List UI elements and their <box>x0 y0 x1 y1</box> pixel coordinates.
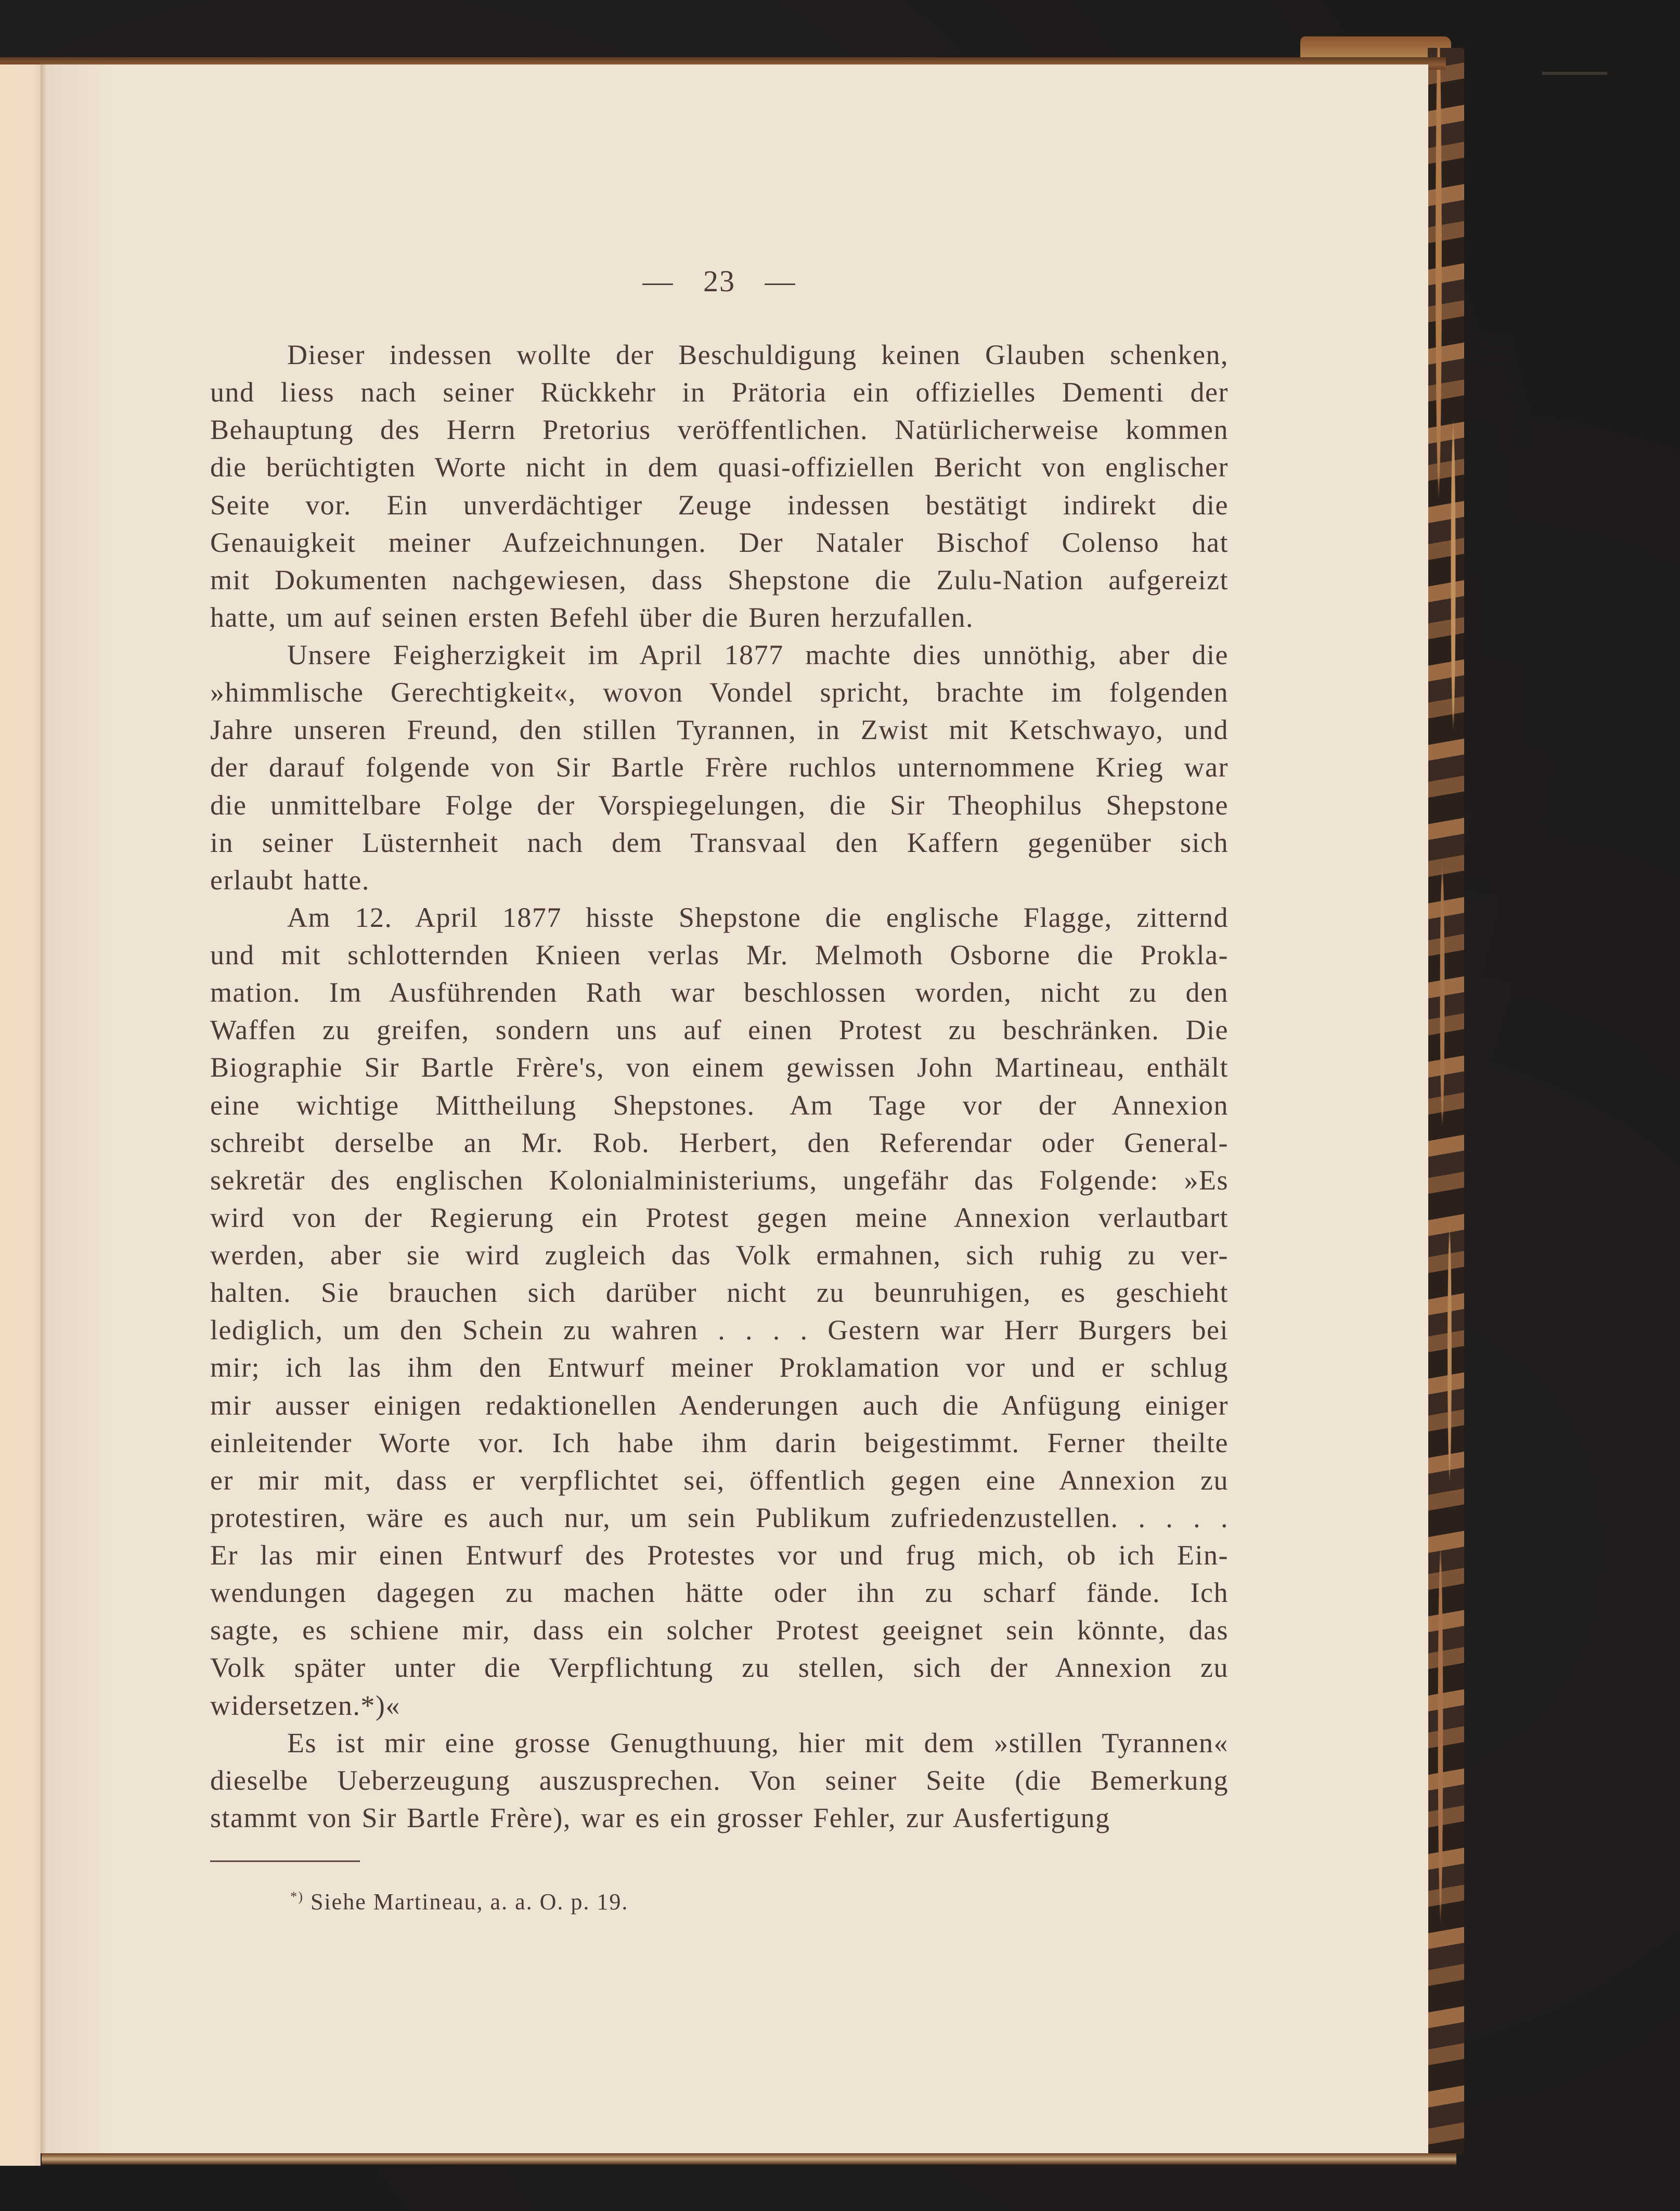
paragraph <box>210 1724 1229 1837</box>
text-line: Behauptung des Herrn Pretorius veröffentlichen. Natürlicherweise kommen <box>210 414 1229 446</box>
text-line: sekretär des englischen Kolonialministeriums, ungefähr das Folgende: »Es <box>210 1164 1229 1196</box>
text-line: erlaubt hatte. <box>210 864 370 896</box>
text-line: Jahre unseren Freund, den stillen Tyrannen, in Zwist mit Ketschwayo, und <box>210 714 1229 746</box>
text-line: Am 12. April 1877 hisste Shepstone die englische Flagge, zitternd <box>287 901 1229 933</box>
bottom-binding-edge <box>42 2153 1456 2165</box>
text-line: mit Dokumenten nachgewiesen, dass Shepstone die Zulu-Nation aufgereizt <box>210 564 1229 596</box>
text-line: die berüchtigten Worte nicht in dem quasi-offiziellen Bericht von englischer <box>210 451 1229 483</box>
text-line: halten. Sie brauchen sich darüber nicht zu beunruhigen, es geschieht <box>210 1277 1229 1309</box>
body-text <box>210 336 1229 1837</box>
text-line: sagte, es schiene mir, dass ein solcher Protest geeignet sein könnte, das <box>210 1614 1229 1646</box>
text-line: die unmittelbare Folge der Vorspiegelungen, die Sir Theophilus Shepstone <box>210 789 1229 821</box>
text-line: Er las mir einen Entwurf des Protestes vor und frug mich, ob ich Ein- <box>210 1540 1229 1571</box>
paragraph <box>210 636 1229 899</box>
text-line: er mir mit, dass er verpflichtet sei, öffentlich gegen eine Annexion zu <box>210 1464 1229 1496</box>
text-line: Dieser indessen wollte der Beschuldigung keinen Glauben schenken, <box>287 339 1229 370</box>
footnote <box>290 1881 628 1918</box>
page-number-dash-left: — <box>642 264 674 298</box>
text-line: protestiren, wäre es auch nur, um sein Publikum zufriedenzustellen. . . . . <box>210 1502 1229 1533</box>
paragraph <box>210 899 1229 1724</box>
text-line: Waffen zu greifen, sondern uns auf einen Protest zu beschränken. Die <box>210 1014 1229 1046</box>
footnote-marker: *) <box>290 1889 304 1904</box>
text-line: wendungen dagegen zu machen hätte oder ihn zu scharf fände. Ich <box>210 1577 1229 1609</box>
marbled-board-edge <box>1428 48 1464 2154</box>
text-line: »himmlische Gerechtigkeit«, wovon Vondel spricht, brachte im folgenden <box>210 677 1229 708</box>
text-line: der darauf folgende von Sir Bartle Frère ruchlos unternommene Krieg war <box>210 752 1229 783</box>
previous-leaf-strip <box>0 62 41 2166</box>
text-line: Genauigkeit meiner Aufzeichnungen. Der Nataler Bischof Colenso hat <box>210 526 1229 558</box>
page-number <box>210 263 1229 300</box>
text-line: eine wichtige Mittheilung Shepstones. Am Tage vor der Annexion <box>210 1089 1229 1121</box>
text-line: Biographie Sir Bartle Frère's, von einem gewissen John Martineau, enthält <box>210 1052 1229 1083</box>
footnote-separator <box>210 1860 360 1862</box>
text-line: mation. Im Ausführenden Rath war beschlossen worden, nicht zu den <box>210 977 1229 1008</box>
paragraph <box>210 336 1229 636</box>
gutter-shadow <box>41 64 47 2153</box>
text-line: einleitender Worte vor. Ich habe ihm darin beigestimmt. Ferner theilte <box>210 1427 1229 1458</box>
text-line: mir ausser einigen redaktionellen Aenderungen auch die Anfügung einiger <box>210 1389 1229 1421</box>
text-line: werden, aber sie wird zugleich das Volk ermahnen, sich ruhig zu ver- <box>210 1239 1229 1271</box>
page-number-dash-right: — <box>765 264 796 298</box>
text-line: schreibt derselbe an Mr. Rob. Herbert, den Referendar oder General- <box>210 1127 1229 1158</box>
scan-scale-mark <box>1542 72 1607 75</box>
text-line: und liess nach seiner Rückkehr in Prätoria ein offizielles Dementi der <box>210 377 1229 408</box>
footnote-text: Siehe Martineau, a. a. O. p. 19. <box>310 1889 629 1915</box>
text-line: Seite vor. Ein unverdächtiger Zeuge indessen bestätigt indirekt die <box>210 489 1229 521</box>
text-line: lediglich, um den Schein zu wahren . . . . Gestern war Herr Burgers bei <box>210 1314 1229 1346</box>
text-line: Es ist mir eine grosse Genugthuung, hier mit dem »stillen Tyrannen« <box>287 1727 1229 1759</box>
text-line: widersetzen.*)« <box>210 1689 400 1721</box>
text-line: und mit schlotternden Knieen verlas Mr. Melmoth Osborne die Prokla- <box>210 939 1229 971</box>
text-line: dieselbe Ueberzeugung auszusprechen. Von seiner Seite (die Bemerkung <box>210 1764 1229 1796</box>
text-line: Volk später unter die Verpflichtung zu stellen, sich der Annexion zu <box>210 1652 1229 1684</box>
text-line: stammt von Sir Bartle Frère), war es ein grosser Fehler, zur Ausfertigung <box>210 1802 1110 1833</box>
text-line: in seiner Lüsternheit nach dem Transvaal den Kaffern gegenüber sich <box>210 826 1229 858</box>
page-number-value: 23 <box>703 264 735 298</box>
text-line: wird von der Regierung ein Protest gegen meine Annexion verlautbart <box>210 1201 1229 1233</box>
text-line: hatte, um auf seinen ersten Befehl über die Buren herzufallen. <box>210 601 974 633</box>
text-line: mir; ich las ihm den Entwurf meiner Proklamation vor und er schlug <box>210 1352 1229 1384</box>
text-line: Unsere Feigherzigkeit im April 1877 machte dies unnöthig, aber die <box>287 639 1229 670</box>
